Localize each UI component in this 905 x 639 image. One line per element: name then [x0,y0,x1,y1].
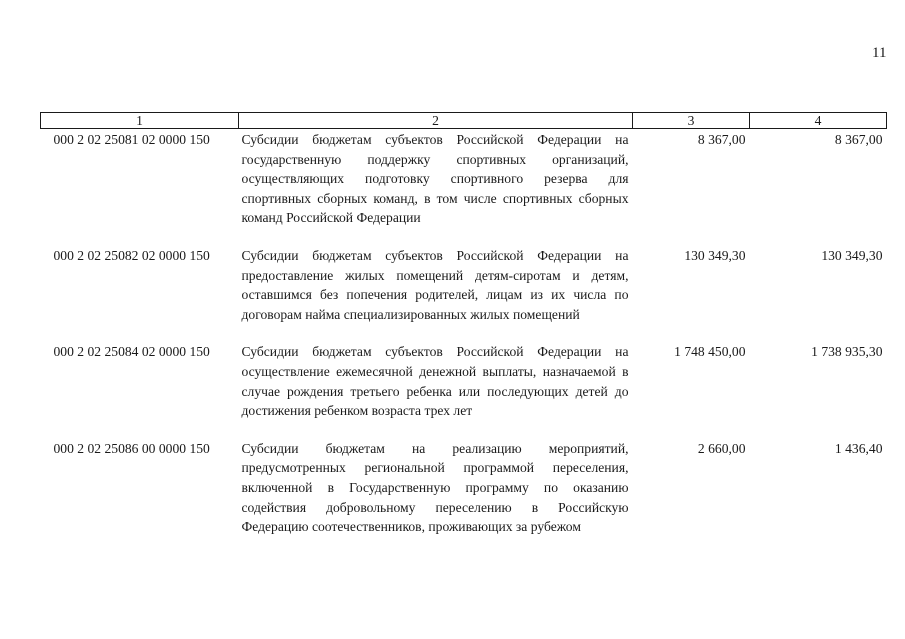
table-header [41,113,887,129]
executed-amount: 8 367,00 [834,132,883,147]
planned-amount: 1 748 450,00 [674,344,746,360]
budget-table [40,112,887,555]
column-header-4: 4 [750,113,887,129]
planned-amount: 2 660,00 [697,440,746,456]
budget-code: 000 2 02 25081 02 0000 150 [53,132,210,147]
page-number: 11 [872,45,887,61]
row-description: Субсидии бюджетам субъектов Российской Федерации на государственную поддержку спортивных организаций, осуществляющих подготовку спортивного резерва для спортивных сборных команд, в том числе спортивных сборных команд Российской Федерации [241,132,629,226]
table-row [41,246,887,342]
row-description: Субсидии бюджетам субъектов Российской Федерации на осуществление ежемесячной денежной выплаты, назначаемой в случае рождения третьего ребенка или последующих детей до достижения ребенком возраста трех лет [241,344,629,419]
table-row [41,439,887,555]
executed-amount: 130 349,30 [821,247,883,263]
planned-amount: 8 367,00 [697,132,746,147]
budget-code: 000 2 02 25086 00 0000 150 [53,440,210,456]
row-description: Субсидии бюджетам на реализацию мероприятий, предусмотренных региональной программой переселения, включенной в Государственную программу по оказанию содействия добровольному переселению в Российскую Федерацию соотечественников, проживающих за рубежом [241,440,629,535]
column-header-1: 1 [41,113,239,129]
row-description: Субсидии бюджетам субъектов Российской Федерации на предоставление жилых помещений детям-сиротам и детям, оставшимся без попечения родителей, лицам из их числа по договорам найма специализированных жилых помещений [241,247,629,322]
budget-code: 000 2 02 25084 02 0000 150 [53,344,210,360]
table-row [41,342,887,438]
column-header-3: 3 [633,113,750,129]
table-row [41,129,887,246]
executed-amount: 1 738 935,30 [811,344,883,360]
column-header-2: 2 [239,113,633,129]
budget-code: 000 2 02 25082 02 0000 150 [53,247,210,263]
executed-amount: 1 436,40 [834,440,883,456]
planned-amount: 130 349,30 [684,247,746,263]
